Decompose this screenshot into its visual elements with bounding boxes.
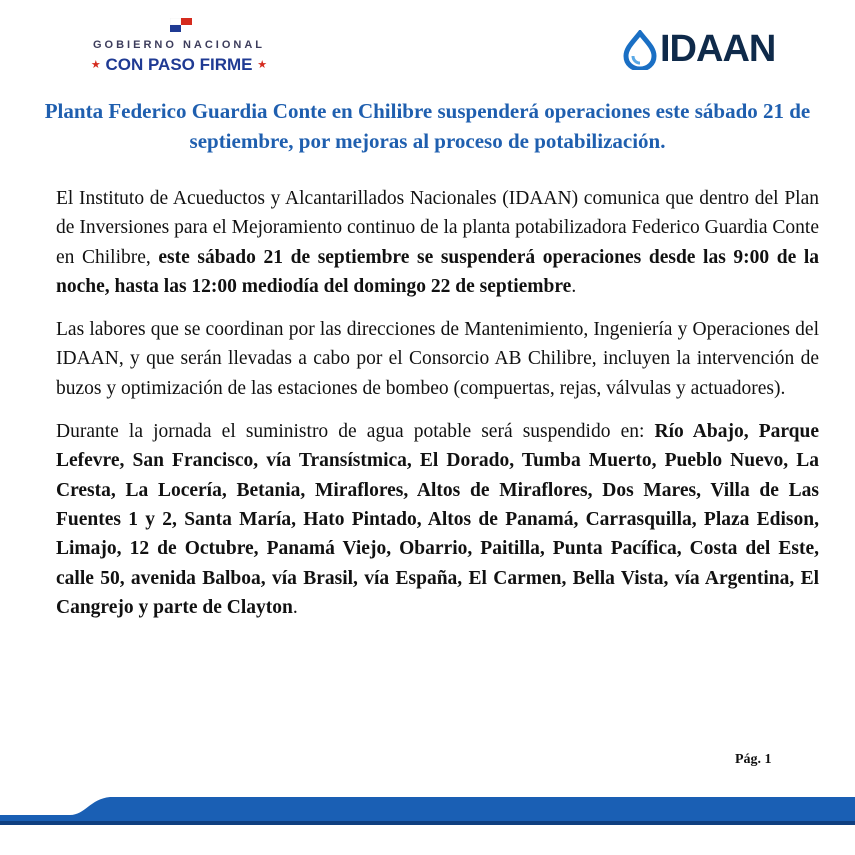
paragraph-3-end: .	[292, 596, 298, 618]
water-drop-icon	[622, 30, 658, 70]
gov-logo-line2: CON PASO FIRME	[105, 55, 253, 74]
star-icon: ★	[257, 59, 268, 71]
gov-logo-line2-wrap	[76, 55, 282, 75]
page-header	[0, 0, 855, 90]
affected-areas-list: Río Abajo, Parque Lefevre, San Francisco, vía Transístmica, El Dorado, Tumba Muerto, Pueblo Nuevo, La Cresta, La Locería, Betania, Miraflores, Altos de Miraflores, Dos Mares, Villa de Las Fuentes 1 y 2, Santa María, Hato Pintado, Altos de Panamá, Carrasquilla, Plaza Edison, Limajo, 12 de Octubre, Panamá Viejo, Obarrio, Paitilla, Punta Pacífica, Costa del Este, calle 50, avenida Balboa, vía Brasil, vía España, El Carmen, Bella Vista, vía Argentina, El Cangrejo y parte de Clayton	[56, 421, 820, 618]
paragraph-1-end: .	[571, 275, 577, 297]
paragraph-1-bold: este sábado 21 de septiembre se suspenderá operaciones desde las 9:00 de la noche, hasta las 12:00 mediodía del domingo 22 de septiembre	[56, 246, 819, 297]
star-icon: ★	[90, 59, 101, 71]
paragraph-1	[56, 184, 819, 301]
gobierno-nacional-logo	[76, 18, 286, 80]
press-release-body	[56, 184, 819, 636]
panama-flag-icon	[170, 18, 192, 32]
press-release-title: Planta Federico Guardia Conte en Chilibre suspenderá operaciones este sábado 21 de septiembre, por mejoras al proceso de potabilización.	[44, 99, 811, 153]
idaan-logo-text: IDAAN	[660, 28, 776, 70]
paragraph-3	[56, 417, 819, 622]
paragraph-3-intro: Durante la jornada el suministro de agua potable será suspendido en:	[56, 421, 655, 443]
paragraph-2: Las labores que se coordinan por las direcciones de Mantenimiento, Ingeniería y Operaciones del IDAAN, y que serán llevadas a cabo por el Consorcio AB Chilibre, incluyen la intervención de buzos y optimización de las estaciones de bombeo (compuertas, rejas, válvulas y actuadores).	[56, 319, 819, 399]
footer-wave-decoration	[0, 785, 855, 825]
idaan-logo	[622, 30, 792, 74]
page-number: Pág. 1	[735, 752, 772, 767]
paragraph-1-intro: El Instituto de Acueductos y Alcantarillados Nacionales (IDAAN) comunica que dentro del Plan de Inversiones para el Mejoramiento continuo de la planta potabilizadora Federico Guardia Conte en Chilibre,	[56, 188, 819, 268]
gov-logo-line1: GOBIERNO NACIONAL	[93, 39, 265, 51]
